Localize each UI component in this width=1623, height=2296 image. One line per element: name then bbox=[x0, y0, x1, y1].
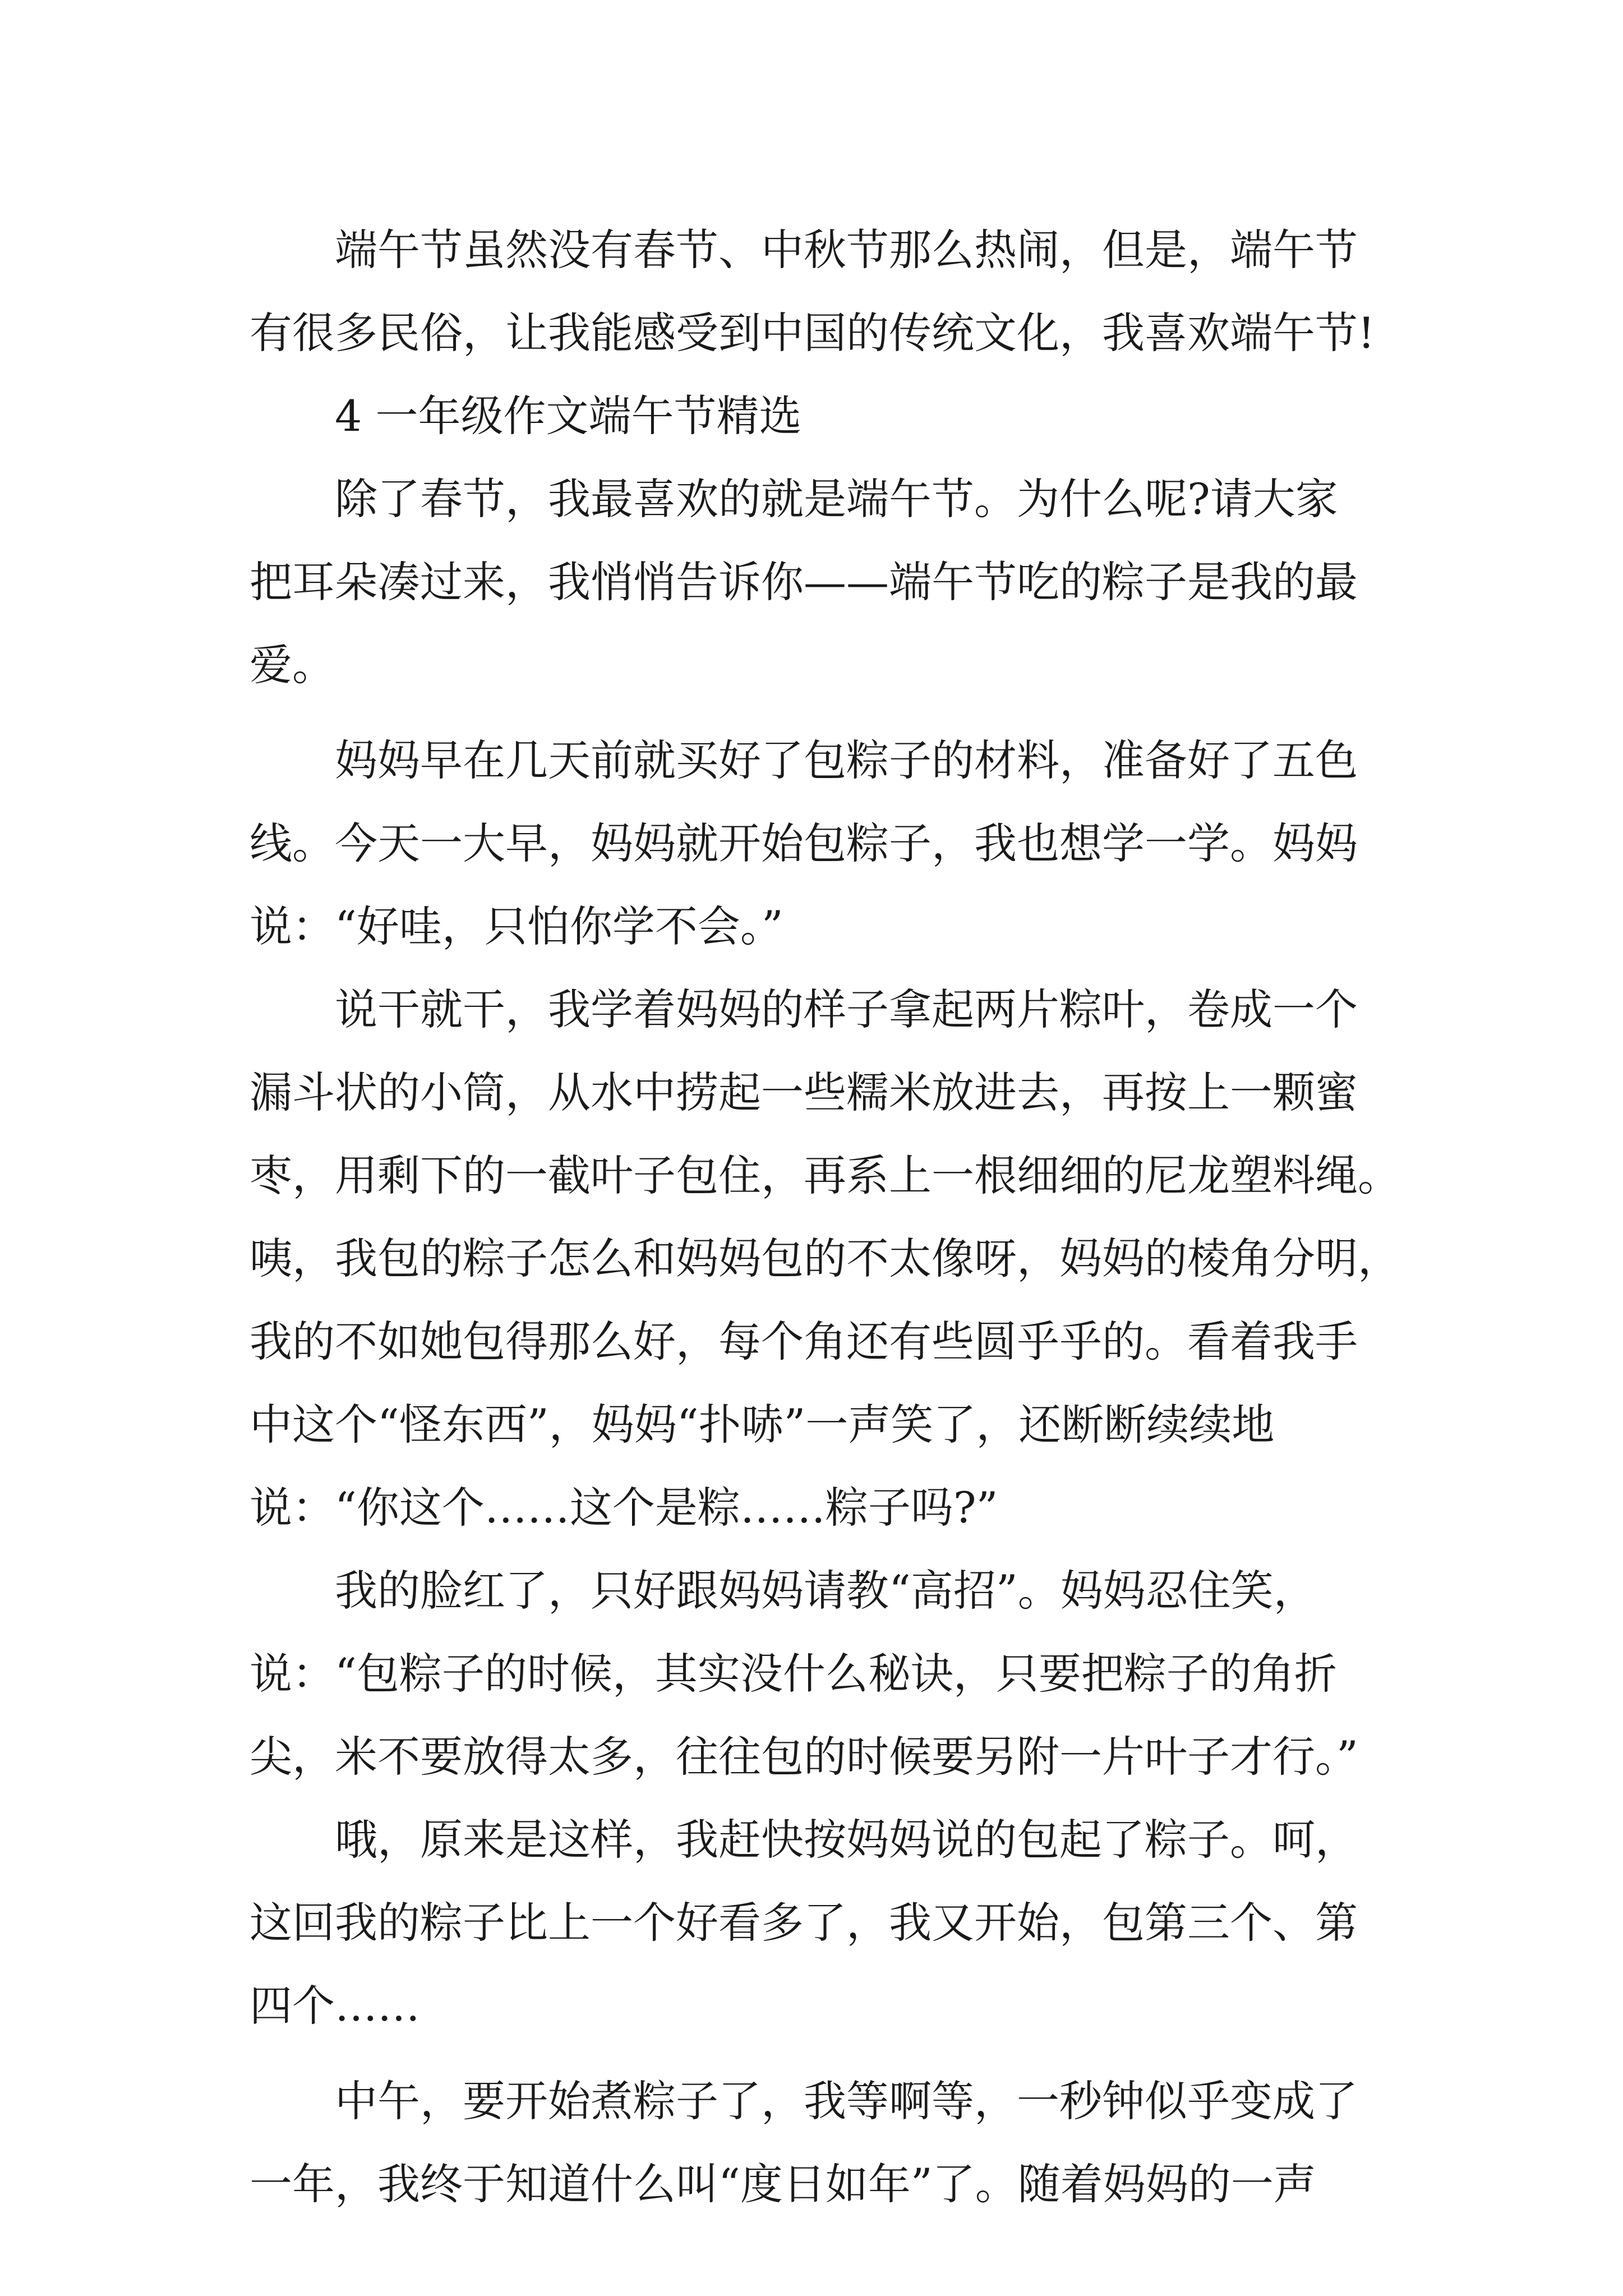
paragraph-line: 妈妈早在几天前就买好了包粽子的材料，准备好了五色 bbox=[335, 735, 1358, 785]
paragraph-line: 有很多民俗，让我能感受到中国的传统文化，我喜欢端午节! bbox=[250, 308, 1375, 358]
paragraph-line: 说：“好哇，只怕你学不会。” bbox=[250, 901, 783, 951]
paragraph-5 bbox=[250, 1549, 1382, 1798]
body-text bbox=[250, 209, 1400, 2226]
paragraph-line: 爱。 bbox=[250, 640, 335, 690]
paragraph-line: 说干就干，我学着妈妈的样子拿起两片粽叶，卷成一个 bbox=[335, 984, 1358, 1034]
paragraph-1 bbox=[250, 209, 1382, 375]
paragraph-line: 把耳朵凑过来，我悄悄告诉你——端午节吃的粽子是我的最 bbox=[250, 557, 1358, 607]
paragraph-line: 端午节虽然没有春节、中秋节那么热闹，但是，端午节 bbox=[335, 225, 1358, 275]
paragraph-line: 枣，用剩下的一截叶子包住，再系上一根细细的尼龙塑料绳。 bbox=[250, 1151, 1400, 1200]
paragraph-6 bbox=[250, 1798, 1382, 2047]
section-heading bbox=[250, 375, 1382, 458]
paragraph-line: 一年，我终于知道什么叫“度日如年”了。随着妈妈的一声 bbox=[250, 2159, 1316, 2209]
paragraph-line: 咦，我包的粽子怎么和妈妈包的不太像呀，妈妈的棱角分明， bbox=[250, 1234, 1400, 1283]
paragraph-7 bbox=[250, 2060, 1382, 2226]
heading-line: 4 一年级作文端午节精选 bbox=[335, 391, 802, 441]
paragraph-line: 这回我的粽子比上一个好看多了，我又开始，包第三个、第 bbox=[250, 1898, 1358, 1948]
paragraph-4 bbox=[250, 968, 1400, 1549]
paragraph-line: 漏斗状的小筒，从水中捞起一些糯米放进去，再按上一颗蜜 bbox=[250, 1068, 1358, 1117]
paragraph-line: 中午，要开始煮粽子了，我等啊等，一秒钟似乎变成了 bbox=[335, 2076, 1358, 2126]
paragraph-line: 四个…… bbox=[250, 1981, 420, 2031]
paragraph-line: 哦，原来是这样，我赶快按妈妈说的包起了粽子。呵， bbox=[335, 1815, 1358, 1865]
paragraph-line: 我的脸红了，只好跟妈妈请教“高招”。妈妈忍住笑， bbox=[335, 1566, 1316, 1616]
paragraph-line: 中这个“怪东西”，妈妈“扑哧”一声笑了，还断断续续地 bbox=[250, 1400, 1275, 1450]
paragraph-line: 线。今天一大早，妈妈就开始包粽子，我也想学一学。妈妈 bbox=[250, 818, 1358, 868]
paragraph-line: 我的不如她包得那么好，每个角还有些圆乎乎的。看着我手 bbox=[250, 1317, 1358, 1366]
paragraph-line: 说：“你这个……这个是粽……粽子吗?” bbox=[250, 1483, 998, 1533]
paragraph-3 bbox=[250, 719, 1382, 968]
paragraph-2 bbox=[250, 458, 1382, 707]
paragraph-line: 除了春节，我最喜欢的就是端午节。为什么呢?请大家 bbox=[335, 474, 1338, 524]
paragraph-line: 说：“包粽子的时候，其实没什么秘诀，只要把粽子的角折 bbox=[250, 1649, 1337, 1699]
paragraph-line: 尖，米不要放得太多，往往包的时候要另附一片叶子才行。” bbox=[250, 1732, 1358, 1782]
